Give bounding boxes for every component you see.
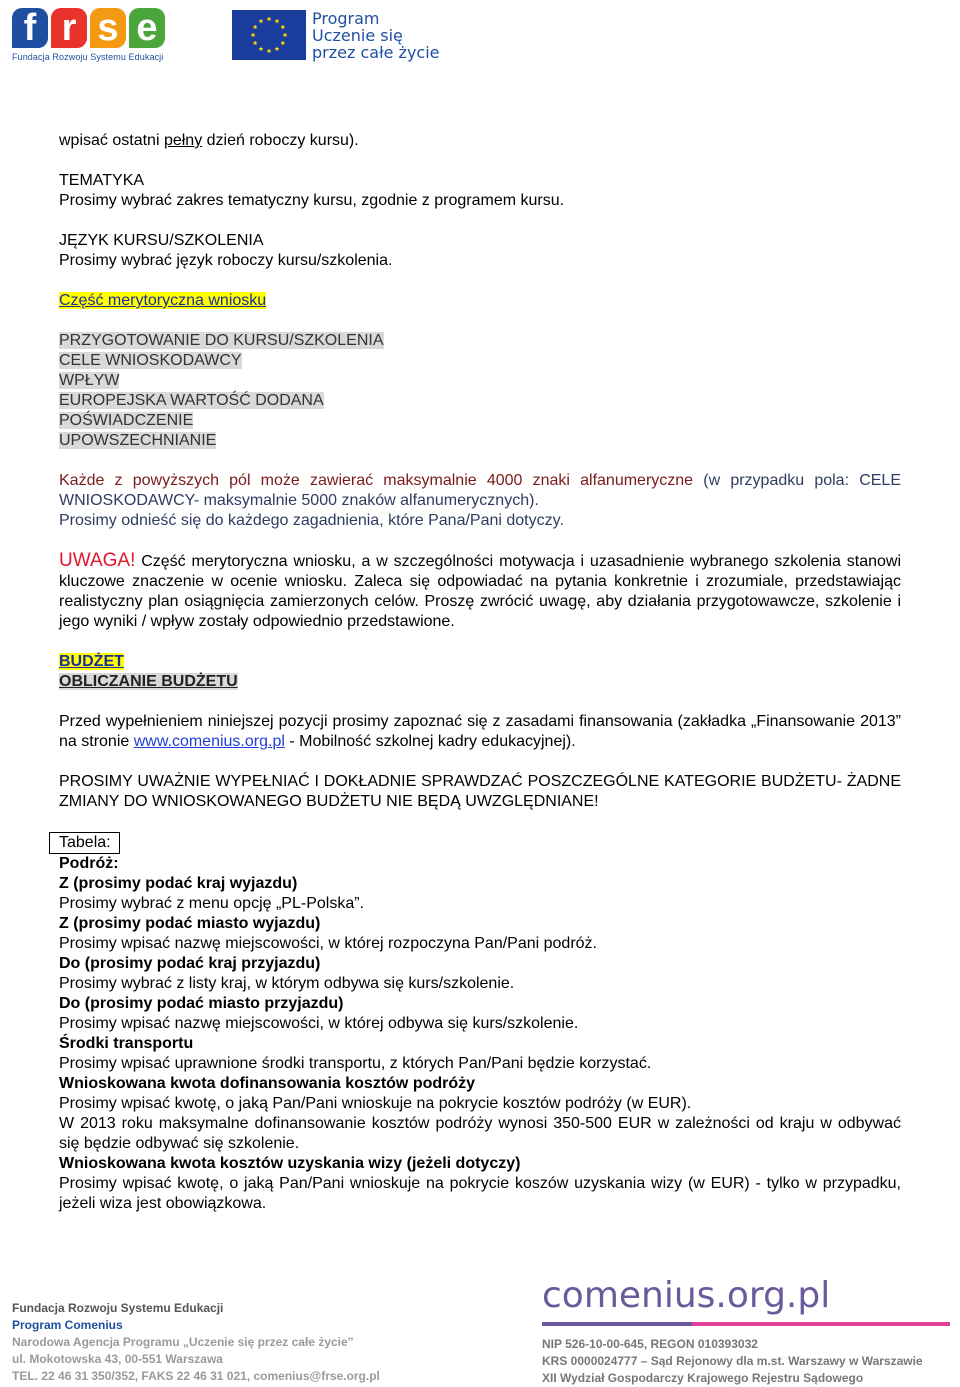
caps-warning: PROSIMY UWAŻNIE WYPEŁNIAĆ I DOKŁADNIE SPRAWDZAĆ POSZCZEGÓLNE KATEGORIE BUDŻETU- ŻADNE ZMIANY DO WNIOSKOWANEGO BUDŻETU NIE BĘDĄ UWZGLĘDNIANE! [59, 773, 901, 810]
lifelong-learning-logo [232, 10, 442, 62]
section-item: UPOWSZECHNIANIE [59, 432, 217, 449]
comenius-link[interactable]: www.comenius.org.pl [133, 733, 285, 750]
footer-krs: KRS 0000024777 – Sąd Rejonowy dla m.st. Warszawy w Warszawie [542, 1354, 923, 1368]
item-title: Do (prosimy podać miasto przyjazdu) [59, 995, 344, 1012]
frse-logo [12, 8, 172, 66]
program-line-3: przez całe życie [312, 43, 440, 62]
jezyk-title: JĘZYK KURSU/SZKOLENIA [59, 232, 264, 249]
char-limit-note: Każde z powyższych pól może zawierać maksymalnie 4000 znaki alfanumeryczne (w przypadku pola: CELE WNIOSKODAWCY- maksymalnie 5000 znaków alfanumerycznych). [59, 472, 902, 509]
tematyka-text: Prosimy wybrać zakres tematyczny kursu, zgodnie z programem kursu. [59, 192, 565, 209]
footer-agency: Narodowa Agencja Programu „Uczenie się przez całe życie” [12, 1335, 354, 1349]
merytoryczna-title: Część merytoryczna wniosku [59, 292, 267, 309]
uwaga-paragraph: UWAGA! Część merytoryczna wniosku, a w szczególności motywacja i uzasadnienie wybranego szkolenia stanowi kluczowe znaczenie w ocenie wniosku. Zaleca się odpowiadać na pytania konkretnie i zrozumiale, przedstawiając realistyczny plan osiągnięcia zamierzonych celów. Proszę zwrócić uwagę, aby działania przygotowawcze, szkolenie i jego wyniki / wpływ zostały odpowiednio przedstawione. [59, 550, 901, 630]
item-text: Prosimy wpisać nazwę miejscowości, w której odbywa się kurs/szkolenie. [59, 1015, 579, 1032]
item-text: W 2013 roku maksymalne dofinansowanie kosztów podróży wynosi 350-500 EUR w zależności od kraju w odbywać się będzie odbywać się szkolenie. [59, 1115, 901, 1152]
item-title: Środki transportu [59, 1035, 194, 1052]
item-title: Wnioskowana kwota dofinansowania kosztów podróży [59, 1075, 476, 1092]
item-text: Prosimy wpisać kwotę, o jaką Pan/Pani wnioskuje na pokrycie kosztów podróży (w EUR). [59, 1095, 692, 1112]
jezyk-text: Prosimy wybrać język roboczy kursu/szkolenia. [59, 252, 393, 269]
item-text: Prosimy wybrać z menu opcję „PL-Polska”. [59, 895, 364, 912]
item-text: Prosimy wybrać z listy kraj, w którym odbywa się kurs/szkolenie. [59, 975, 515, 992]
section-item: PRZYGOTOWANIE DO KURSU/SZKOLENIA [59, 332, 384, 349]
section-item: POŚWIADCZENIE [59, 412, 194, 429]
footer-street: ul. Mokotowska 43, 00-551 Warszawa [12, 1352, 223, 1366]
finansowanie-paragraph: Przed wypełnieniem niniejszej pozycji prosimy zapoznać się z zasadami finansowania (zakładka „Finansowanie 2013” na stronie www.comenius.org.pl - Mobilność szkolnej kadry edukacyjnej). [59, 713, 901, 750]
item-text: Prosimy wpisać nazwę miejscowości, w której rozpoczyna Pan/Pani podróż. [59, 935, 597, 952]
frse-letter-s: s [90, 8, 126, 48]
eu-flag-icon [232, 10, 306, 60]
item-text: Prosimy wpisać uprawnione środki transportu, z których Pan/Pani będzie korzystać. [59, 1055, 652, 1072]
char-limit-note-2: Prosimy odnieść się do każdego zagadnienia, które Pana/Pani dotyczy. [59, 512, 564, 529]
program-line-2: Uczenie się [312, 26, 403, 45]
item-title: Wnioskowana kwota kosztów uzyskania wizy (jeżeli dotyczy) [59, 1155, 521, 1172]
footer-divider [542, 1322, 950, 1326]
tematyka-title: TEMATYKA [59, 172, 145, 189]
budzet-title: BUDŻET [59, 653, 124, 670]
footer-nip: NIP 526-10-00-645, REGON 010393032 [542, 1337, 758, 1351]
item-title: Z (prosimy podać miasto wyjazdu) [59, 915, 321, 932]
section-item: EUROPEJSKA WARTOŚĆ DODANA [59, 392, 324, 409]
frse-letter-e: e [129, 8, 165, 48]
item-title: Z (prosimy podać kraj wyjazdu) [59, 875, 298, 892]
obliczanie-title: OBLICZANIE BUDŻETU [59, 673, 238, 690]
footer-wydzial: XII Wydział Gospodarczy Krajowego Rejestru Sądowego [542, 1371, 864, 1385]
frse-name: Fundacja Rozwoju Systemu Edukacji [12, 52, 164, 62]
podroz-title: Podróż: [59, 855, 119, 872]
document-body [59, 131, 901, 1214]
item-text: Prosimy wpisać kwotę, o jaką Pan/Pani wnioskuje na pokrycie koszów uzyskania wizy (w EUR) - tylko w przypadku, jeżeli wiza jest obowiązkowa. [59, 1175, 901, 1212]
section-list [59, 331, 901, 451]
program-line-1: Program [312, 9, 380, 28]
section-item: WPŁYW [59, 372, 120, 389]
footer-program: Program Comenius [12, 1318, 123, 1332]
tabela-label: Tabela: [49, 832, 120, 854]
intro-line: wpisać ostatni pełny dzień roboczy kursu). [59, 132, 359, 149]
frse-letter-r: r [51, 8, 87, 48]
item-title: Do (prosimy podać kraj przyjazdu) [59, 955, 321, 972]
footer-registry [542, 1275, 952, 1387]
frse-letter-f: f [12, 8, 48, 48]
footer-address [12, 1300, 432, 1385]
footer-org-name: Fundacja Rozwoju Systemu Edukacji [12, 1301, 224, 1315]
footer-contact: TEL. 22 46 31 350/352, FAKS 22 46 31 021, comenius@frse.org.pl [12, 1369, 380, 1383]
section-item: CELE WNIOSKODAWCY [59, 352, 242, 369]
comenius-site-logo: comenius.org.pl [542, 1275, 831, 1316]
